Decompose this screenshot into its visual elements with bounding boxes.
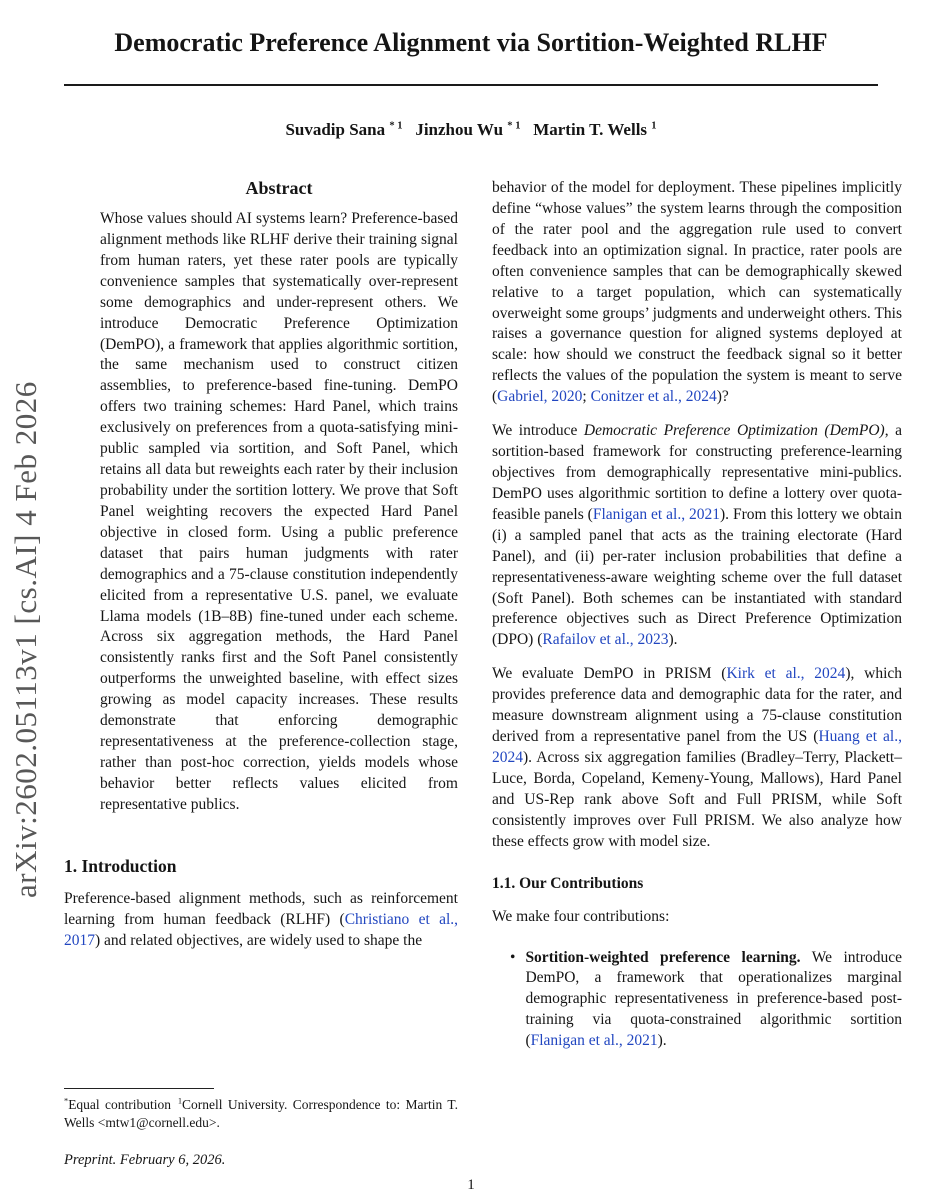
citation-link[interactable]: Christiano et al., 2017 (64, 910, 459, 949)
text-segment: ). From this lottery we obtain (i) a sampled panel that acts as the training electorate (Hard Panel), and (ii) per-rater inclusion probabilities that define a representativeness-aware weighting scheme over the full dataset (Soft Panel). Both schemes can be instantiated with standard preference objectives such as Direct Preference Optimization (DPO) ( (492, 505, 902, 649)
text-segment: * (64, 1096, 69, 1106)
text-segment: , a sortition-based framework for constructing preference-learning objectives from demographically representative mini-publics. DemPO uses algorithmic sortition to define a lottery over quota-feasible panels ( (492, 422, 902, 523)
text-segment: Cornell University. Correspondence to: Martin T. Wells <mtw1@cornell.edu>. (64, 1097, 458, 1130)
footnote-rule (64, 1088, 214, 1089)
text-segment: )? (716, 388, 729, 406)
text-segment: ). (668, 631, 678, 649)
citation-link[interactable]: Kirk et al., 2024 (726, 665, 846, 683)
preprint-notice: Preprint. February 6, 2026. (64, 1152, 226, 1169)
footnote-text (64, 1096, 458, 1131)
citation-link[interactable]: Flanigan et al., 2021 (530, 1032, 658, 1050)
body-paragraph-2 (492, 421, 902, 651)
citation-link[interactable]: Gabriel, 2020 (497, 388, 583, 406)
citation-link[interactable]: Huang et al., 2024 (492, 728, 902, 766)
contributions-lead: We make four contributions: (492, 907, 670, 925)
text-segment: Democratic Preference Optimization (DemPO) (583, 422, 885, 440)
paper-title: Democratic Preference Alignment via Sortition-Weighted RLHF (114, 28, 828, 57)
contribution-item-1 (492, 948, 902, 1053)
text-segment: Preference-based alignment methods, such as reinforcement learning from human feedback (RLHF) ( (64, 889, 458, 928)
text-segment: Sortition-weighted preference learning. (525, 948, 801, 966)
abstract-heading: Abstract (245, 178, 313, 198)
contribution-item-1-text (525, 948, 902, 1053)
introduction-paragraph (64, 889, 458, 952)
bullet-icon: • (510, 948, 516, 966)
author-line (0, 120, 942, 140)
two-column-body (64, 178, 902, 1052)
text-segment: Equal contribution (68, 1097, 178, 1112)
text-segment: ). Across six aggregation families (Bradley–Terry, Plackett–Luce, Borda, Copeland, Kemeny-Young, Mallows), Hard Panel and US-Rep rank above Soft and Full PRISM, while Soft consistently improves over Full PRISM. We also analyze how these effects grow with model size. (492, 748, 902, 850)
text-segment: ; (582, 388, 591, 406)
text-segment: * 1 (507, 120, 521, 132)
text-segment: Suvadip Sana (285, 120, 390, 139)
subsection-heading-contributions: 1.1. Our Contributions (492, 874, 644, 892)
page-number: 1 (467, 1177, 475, 1193)
text-segment: We evaluate DemPO in PRISM ( (492, 665, 727, 683)
citation-link[interactable]: Rafailov et al., 2023 (542, 631, 669, 649)
text-segment: Jinzhou Wu (402, 120, 508, 139)
text-segment: Martin T. Wells (520, 120, 652, 139)
citation-link[interactable]: Conitzer et al., 2024 (590, 388, 717, 406)
text-segment: We introduce (492, 422, 584, 440)
body-paragraph-1 (492, 178, 902, 408)
abstract-section (64, 178, 458, 816)
text-segment: We introduce DemPO, a framework that operationalizes marginal demographic representativeness in preference-based post-training via quota-constrained algorithmic sortition ( (525, 948, 902, 1050)
text-segment: * 1 (389, 120, 403, 132)
title-rule (64, 84, 878, 86)
abstract-body: Whose values should AI systems learn? Preference-based alignment methods like RLHF derive their training signal from human raters, yet these rater pools are typically convenience samples that systematically over-represent some demographics and under-represent others. We introduce Democratic Preference Optimization (DemPO), a framework that applies algorithmic sortition, the same mechanism used to construct citizen assemblies, to preference-based fine-tuning. DemPO offers two training schemes: Hard Panel, which trains exclusively on preferences from a quota-satisfying mini-public sampled via sortition, and Soft Panel, which retains all data but reweights each rater by their inclusion probability under the sortition lottery. We prove that Soft Panel weighting recovers the expected Hard Panel objective in closed form. Using a public preference dataset that pairs human judgments with rater demographics and a 75-clause constitution independently elicited from a representative U.S. panel, we evaluate Llama models (1B–8B) fine-tuned under each scheme. Across six aggregation methods, the Hard Panel consistently ranks first and the Soft Panel consistently outperforms the unweighted baseline, with effect sizes growing as model capacity increases. These results demonstrate that enforcing demographic representativeness at the preference-collection stage, rather than post-hoc correction, yields models whose behavior better reflects values elicited from representative publics. (100, 210, 458, 813)
text-segment: ). (657, 1032, 667, 1050)
text-segment: ), which provides preference data and demographic data for the rater, and measure downstream alignment using a 75-clause constitution derived from a representative panel from the US ( (492, 665, 902, 746)
body-paragraph-3 (492, 664, 902, 852)
arxiv-watermark: arXiv:2602.05113v1 [cs.AI] 4 Feb 2026 (8, 381, 43, 898)
citation-link[interactable]: Flanigan et al., 2021 (592, 505, 721, 523)
text-segment: behavior of the model for deployment. These pipelines implicitly define “whose values” the system learns through the composition of the rater pool and the aggregation rule used to convert feedback into an optimization signal. In practice, rater pools are often convenience samples that can be demographically skewed relative to a target population, which can systematically overweight some groups’ judgments and underweight others. This raises a governance question for aligned systems deployed at scale: how should we construct the feedback signal so it better reflects the values of the population the system is meant to serve ( (492, 179, 902, 406)
text-segment: 1 (177, 1096, 182, 1106)
text-segment: ) and related objectives, are widely used to shape the (95, 931, 423, 949)
text-segment: 1 (651, 120, 657, 132)
right-column (492, 178, 902, 1052)
left-column (64, 178, 458, 1052)
section-heading-introduction: 1. Introduction (64, 855, 177, 876)
footnote-block (64, 1088, 458, 1171)
